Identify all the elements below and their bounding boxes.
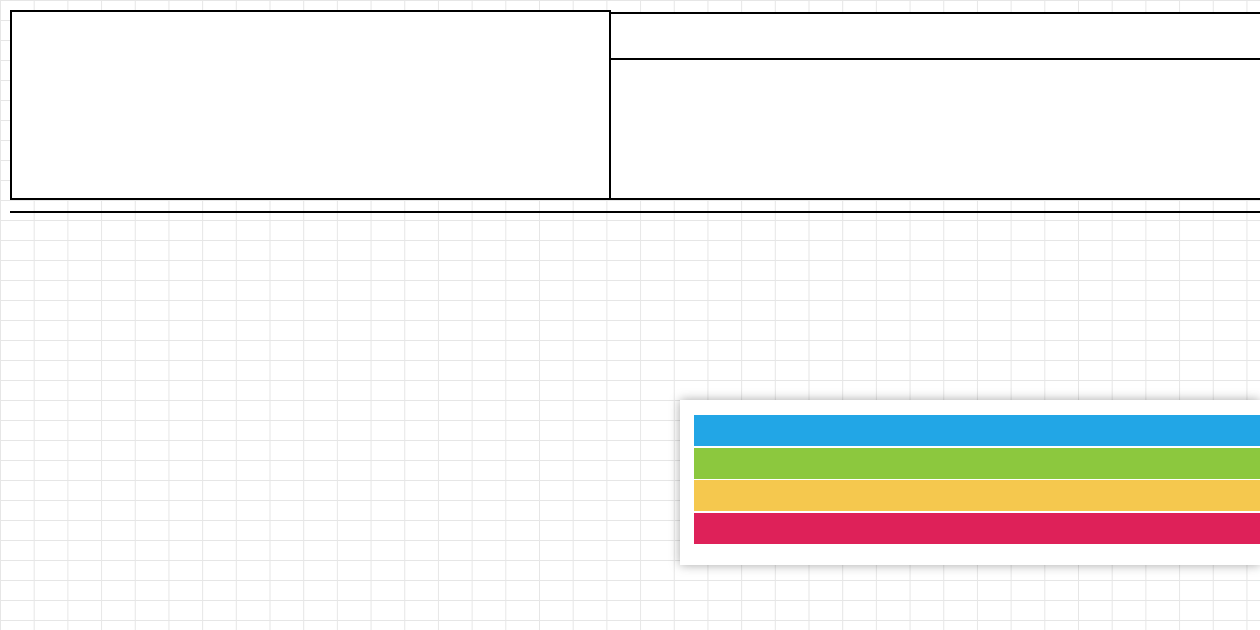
legend-target-met	[694, 448, 1260, 479]
legend-target-not-met	[694, 513, 1260, 544]
legend-exceeding-expectations	[694, 415, 1260, 446]
instructions-cell[interactable]	[611, 12, 1260, 60]
results-legend	[680, 400, 1260, 565]
legend-working-towards	[694, 480, 1260, 511]
title-cell[interactable]	[10, 10, 611, 200]
student-name-header-row	[611, 60, 1260, 200]
